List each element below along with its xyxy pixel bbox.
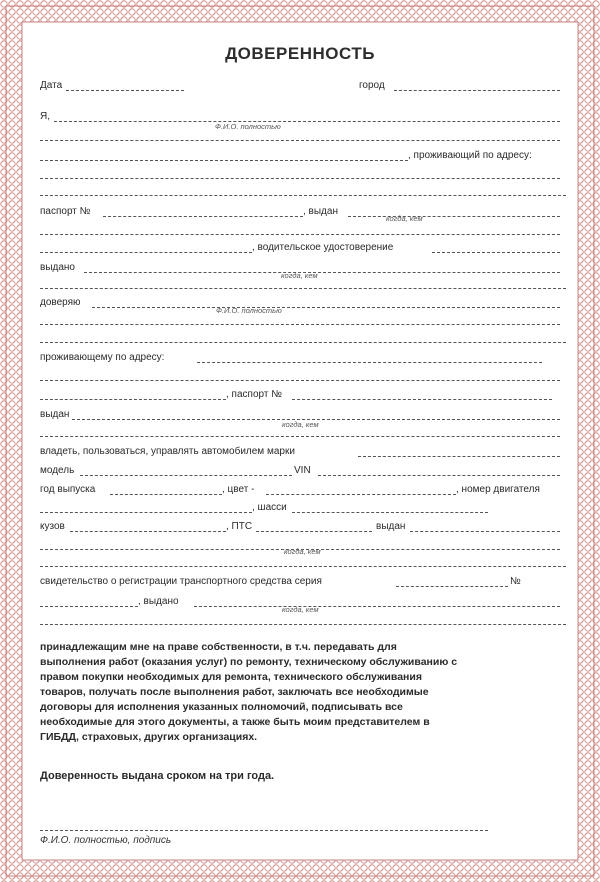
- trustee-address-field-3[interactable]: [40, 399, 226, 400]
- paragraph-line: принадлежащим мне на праве собственности, в т.ч. передавать для: [40, 641, 397, 653]
- issued-label: , выдан: [303, 206, 338, 217]
- date-label: Дата: [40, 80, 63, 91]
- color-field[interactable]: [266, 494, 456, 495]
- chassis-field[interactable]: [292, 512, 488, 513]
- document-title: ДОВЕРЕННОСТЬ: [225, 44, 375, 63]
- vin-field[interactable]: [318, 475, 560, 476]
- driver-license-label: , водительское удостоверение: [252, 242, 394, 253]
- number-sign-label: №: [510, 576, 521, 587]
- license-number-field[interactable]: [40, 252, 252, 253]
- when-who-hint-5: когда, кем: [282, 605, 319, 614]
- passport-issued-field[interactable]: [348, 216, 560, 217]
- registration-series-field[interactable]: [396, 586, 508, 587]
- signature-field[interactable]: [40, 830, 488, 831]
- year-label: год выпуска: [40, 484, 96, 495]
- trustee-fio-field[interactable]: [92, 307, 560, 308]
- living-at-label-2: проживающему по адресу:: [40, 352, 165, 363]
- fio-field-2[interactable]: [40, 140, 560, 141]
- registration-label: свидетельство о регистрации транспортного средства серия: [40, 576, 322, 587]
- when-who-hint-4: когда, кем: [284, 547, 321, 556]
- registration-number-field[interactable]: [40, 606, 138, 607]
- trustee-passport-field[interactable]: [292, 399, 552, 400]
- ya-label: Я,: [40, 111, 50, 122]
- trustee-address-field-2[interactable]: [40, 380, 560, 381]
- license-issued-field-2[interactable]: [40, 288, 566, 289]
- model-label: модель: [40, 465, 75, 476]
- paragraph-line: правом покупки необходимых для ремонта, технического обслуживания: [40, 671, 422, 683]
- pts-issued-field-3[interactable]: [40, 566, 566, 567]
- issued-label-4: выдан: [376, 521, 406, 532]
- own-label: владеть, пользоваться, управлять автомобилем марки: [40, 446, 295, 457]
- year-field[interactable]: [110, 494, 222, 495]
- pts-label: , ПТС: [226, 521, 253, 532]
- paragraph-line: договоры для исполнения указанных полномочий, подписывать все: [40, 701, 403, 713]
- fio-hint: Ф.И.О. полностью: [215, 122, 281, 131]
- registration-issued-field-2[interactable]: [40, 624, 566, 625]
- passport-label-2: , паспорт №: [226, 389, 282, 400]
- trustee-fio-field-3[interactable]: [40, 342, 566, 343]
- validity-text: Доверенность выдана сроком на три года.: [40, 770, 275, 782]
- fio-hint-2: Ф.И.О. полностью: [216, 306, 282, 315]
- passport-label: паспорт №: [40, 206, 91, 217]
- city-field[interactable]: [394, 90, 560, 91]
- city-label: город: [359, 80, 385, 91]
- license-issued-field[interactable]: [84, 272, 560, 273]
- address-field-1[interactable]: [40, 178, 560, 179]
- paragraph-line: выполнения работ (оказания услуг) по ремонту, техническому обслуживанию с: [40, 656, 458, 668]
- paragraph-line: товаров, получать после выполнения работ, заключать все необходимые: [40, 686, 429, 698]
- fio-field[interactable]: [54, 121, 560, 122]
- pts-field[interactable]: [256, 531, 372, 532]
- pts-issued-field[interactable]: [410, 531, 560, 532]
- paragraph-line: необходимые для этого документы, а также быть моим представителем в: [40, 716, 430, 728]
- trustee-fio-field-2[interactable]: [40, 324, 560, 325]
- color-label: , цвет -: [222, 484, 255, 495]
- car-make-field[interactable]: [358, 456, 560, 457]
- license-field[interactable]: [432, 252, 560, 253]
- fio-field-3[interactable]: [40, 160, 408, 161]
- body-field[interactable]: [70, 531, 226, 532]
- body-label: кузов: [40, 521, 65, 532]
- address-field-2[interactable]: [40, 195, 566, 196]
- when-who-hint-1: когда, кем: [386, 214, 423, 223]
- chassis-label: , шасси: [252, 502, 287, 513]
- when-who-hint-3: когда, кем: [282, 420, 319, 429]
- engine-field[interactable]: [40, 512, 252, 513]
- signature-caption: Ф.И.О. полностью, подпись: [40, 835, 172, 846]
- issued-label-3: выдан: [40, 409, 70, 420]
- engine-label: , номер двигателя: [456, 484, 540, 495]
- passport-field[interactable]: [103, 216, 303, 217]
- issued-label-5: , выдано: [138, 596, 179, 607]
- when-who-hint-2: когда, кем: [281, 271, 318, 280]
- passport-issued-field-2[interactable]: [40, 234, 560, 235]
- model-field[interactable]: [80, 475, 292, 476]
- trust-label: доверяю: [40, 297, 81, 308]
- living-at-label: , проживающий по адресу:: [408, 150, 532, 161]
- paragraph-line: ГИБДД, страховых, других организациях.: [40, 731, 258, 743]
- vin-label: VIN: [294, 465, 311, 476]
- powers-paragraph: [40, 640, 568, 745]
- issued-label-2: выдано: [40, 262, 75, 273]
- date-field[interactable]: [66, 90, 184, 91]
- trustee-address-field[interactable]: [197, 362, 542, 363]
- registration-issued-field[interactable]: [194, 606, 560, 607]
- trustee-passport-issued-field-2[interactable]: [40, 436, 560, 437]
